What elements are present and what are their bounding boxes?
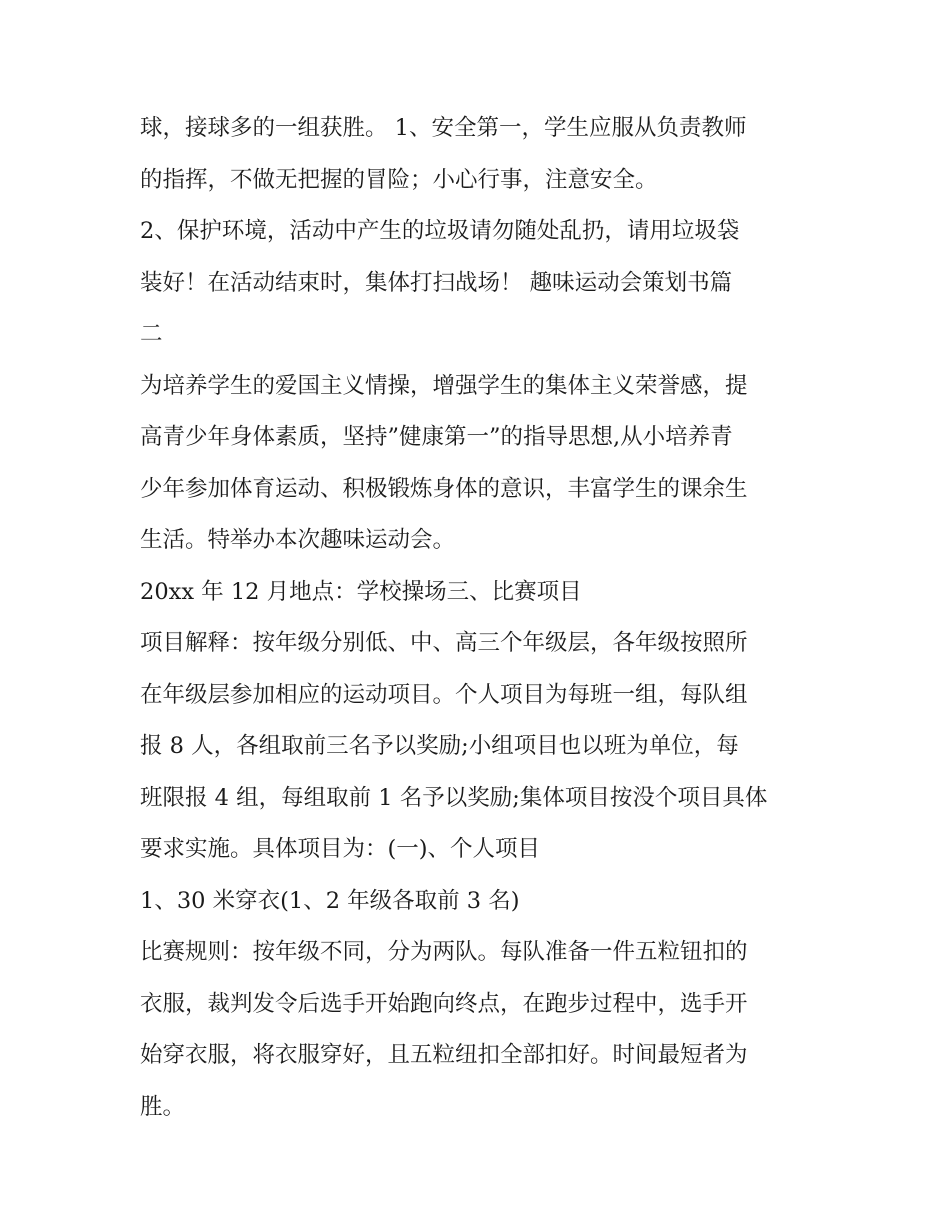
- text-line: 装好！在活动结束时，集体打扫战场！ 趣味运动会策划书篇: [140, 269, 733, 296]
- text-line: 衣服，裁判发令后选手开始跑向终点，在跑步过程中，选手开: [140, 990, 748, 1017]
- text-line: 班限报 4 组，每组取前 1 名予以奖励;集体项目按没个项目具体: [140, 784, 768, 811]
- text-line: 要求实施。具体项目为：(一)、个人项目: [140, 836, 541, 862]
- text-line: 报 8 人，各组取前三名予以奖励;小组项目也以班为单位，每: [140, 733, 739, 759]
- text-line: 少年参加体育运动、积极锻炼身体的意识，丰富学生的课余生: [140, 475, 748, 502]
- text-line: 20xx 年 12 月地点：学校操场三、比赛项目: [140, 578, 582, 605]
- text-line: 1、30 米穿衣(1、2 年级各取前 3 名): [140, 887, 520, 914]
- text-line: 为培养学生的爱国主义情操，增强学生的集体主义荣誉感，提: [140, 372, 748, 399]
- text-line: 生活。特举办本次趣味运动会。: [140, 527, 456, 553]
- text-line: 始穿衣服，将衣服穿好，且五粒纽扣全部扣好。时间最短者为: [140, 1042, 748, 1068]
- text-line: 比赛规则：按年级不同，分为两队。每队准备一件五粒钮扣的: [140, 939, 748, 965]
- text-line: 项目解释：按年级分别低、中、高三个年级层，各年级按照所: [140, 630, 748, 656]
- text-line: 高青少年身体素质，坚持”健康第一”的指导思想,从小培养青: [140, 424, 733, 450]
- text-line: 球，接球多的一组获胜。 1、安全第一，学生应服从负责教师: [140, 115, 747, 141]
- document-body: [140, 103, 830, 1133]
- text-line: 二: [140, 321, 163, 347]
- text-line: 胜。: [140, 1093, 186, 1120]
- text-line: 2、保护环境，活动中产生的垃圾请勿随处乱扔，请用垃圾袋: [140, 218, 740, 244]
- text-line: 在年级层参加相应的运动项目。个人项目为每班一组，每队组: [140, 681, 748, 708]
- text-line: 的指挥，不做无把握的冒险；小心行事，注意安全。: [140, 166, 658, 193]
